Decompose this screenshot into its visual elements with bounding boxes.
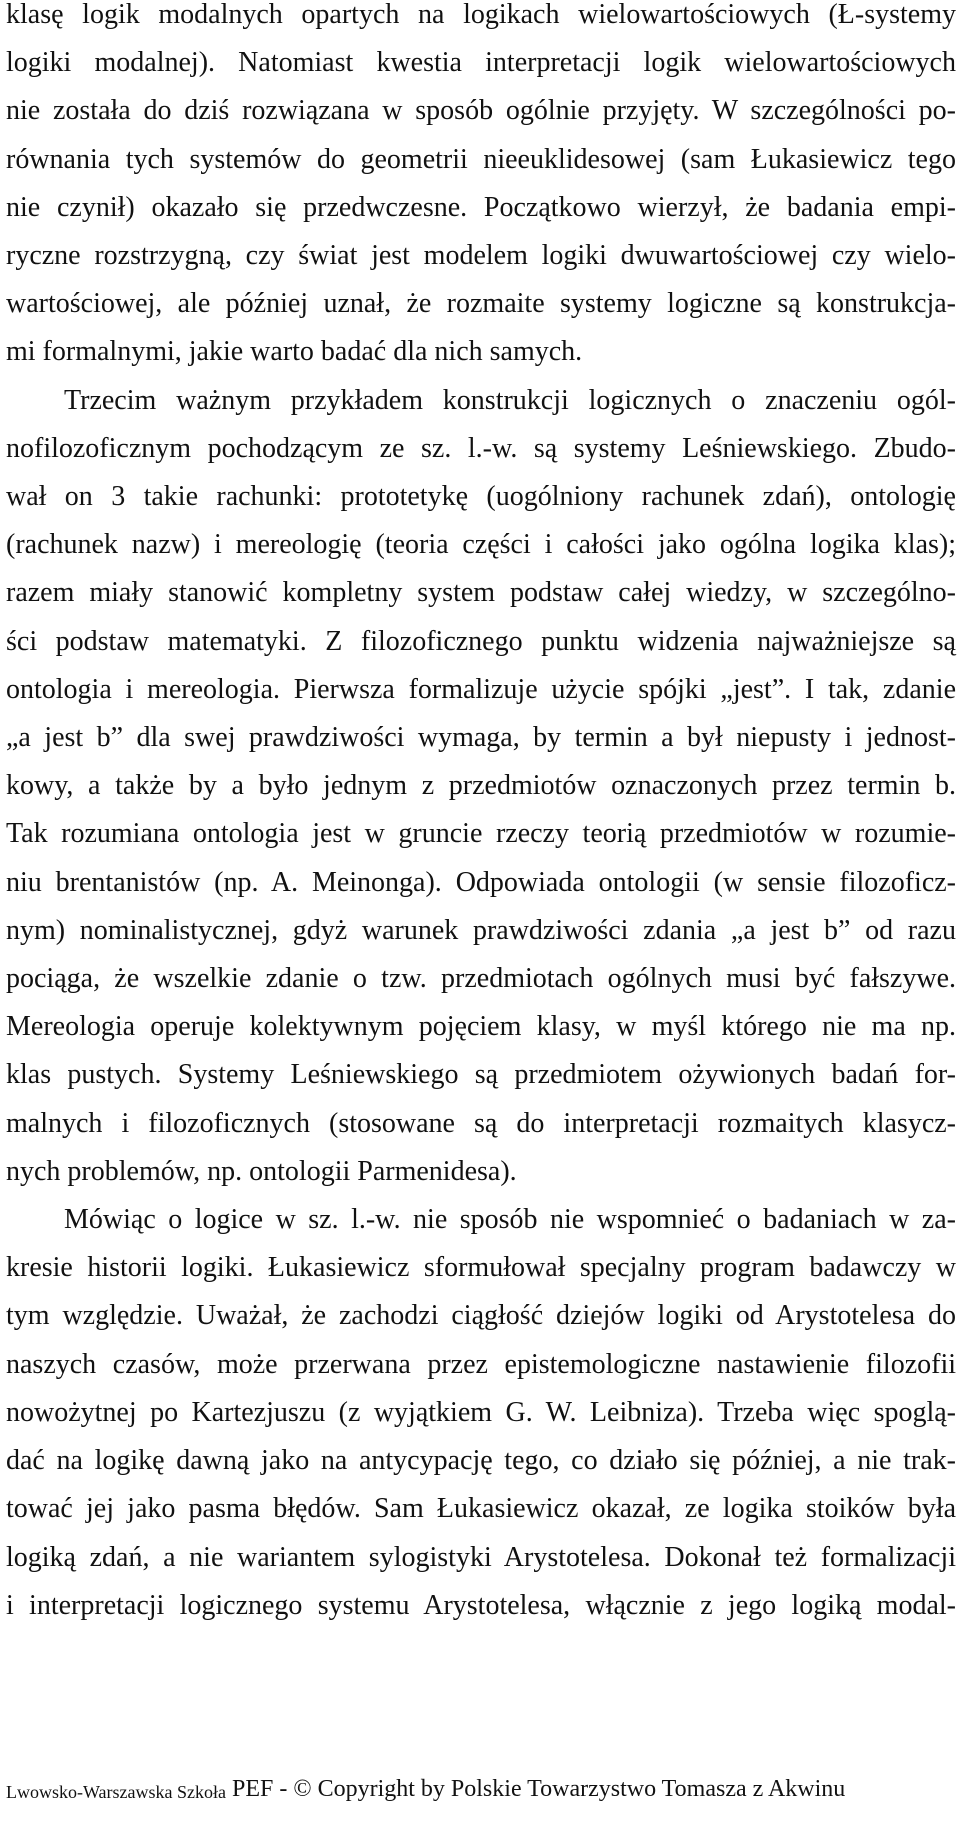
text-line: nych problemów, np. ontologii Parmenidesa). (6, 1155, 517, 1187)
text-line: razem miały stanowić kompletny system podstaw całej wiedzy, w szczególno- (6, 577, 956, 609)
text-line: kowy, a także by a było jednym z przedmiotów oznaczonych przez termin b. (6, 770, 956, 802)
text-line: klasę logik modalnych opartych na logikach wielowartościowych (Ł-systemy (6, 0, 956, 30)
text-line: „a jest b” dla swej prawdziwości wymaga, by termin a był niepusty i jednost- (6, 722, 956, 754)
text-line: naszych czasów, może przerwana przez epistemologiczne nastawienie filozofii (6, 1348, 956, 1380)
text-line: tować jej jako pasma błędów. Sam Łukasiewicz okazał, ze logika stoików była (6, 1493, 956, 1525)
footer-title: Lwowsko-Warszawska Szkoła (6, 1782, 226, 1802)
text-line: ryczne rozstrzygną, czy świat jest modelem logiki dwuwartościowej czy wielo- (6, 240, 956, 272)
text-line: niu brentanistów (np. A. Meinonga). Odpowiada ontologii (w sensie filozoficz- (6, 866, 956, 898)
text-line: dać na logikę dawną jako na antycypację tego, co działo się później, a nie trak- (6, 1445, 956, 1477)
text-line: ontologia i mereologia. Pierwsza formalizuje użycie spójki „jest”. I tak, zdanie (6, 673, 956, 705)
text-line: wał on 3 takie rachunki: prototetykę (uogólniony rachunek zdań), ontologię (6, 481, 956, 513)
page-footer (6, 1774, 956, 1804)
text-line: (rachunek nazw) i mereologię (teoria części i całości jako ogólna logika klas); (6, 529, 956, 561)
text-line: ści podstaw matematyki. Z filozoficznego punktu widzenia najważniejsze są (6, 625, 956, 657)
text-line: równania tych systemów do geometrii nieeuklidesowej (sam Łukasiewicz tego (6, 143, 956, 175)
text-line: nie czynił) okazało się przedwczesne. Początkowo wierzył, że badania empi- (6, 191, 956, 223)
text-line: wartościowej, ale później uznał, że rozmaite systemy logiczne są konstrukcja- (6, 288, 956, 320)
text-line: kresie historii logiki. Łukasiewicz sformułował specjalny program badawczy w (6, 1252, 956, 1284)
text-line: pociąga, że wszelkie zdanie o tzw. przedmiotach ogólnych musi być fałszywe. (6, 963, 956, 995)
text-line: malnych i filozoficznych (stosowane są do interpretacji rozmaitych klasycz- (6, 1107, 956, 1139)
text-line: nowożytnej po Kartezjuszu (z wyjątkiem G. W. Leibniza). Trzeba więc spoglą- (6, 1396, 956, 1428)
text-line: logiką zdań, a nie wariantem sylogistyki Arystotelesa. Dokonał też formalizacji (6, 1541, 956, 1573)
footer-copyright: PEF - © Copyright by Polskie Towarzystwo Tomasza z Akwinu (232, 1776, 846, 1802)
text-line: klas pustych. Systemy Leśniewskiego są przedmiotem ożywionych badań for- (6, 1059, 956, 1091)
text-line: Mereologia operuje kolektywnym pojęciem klasy, w myśl którego nie ma np. (6, 1011, 956, 1043)
text-line: Mówiąc o logice w sz. l.-w. nie sposób nie wspomnieć o badaniach w za- (64, 1204, 956, 1236)
text-line: logiki modalnej). Natomiast kwestia interpretacji logik wielowartościowych (6, 47, 956, 79)
text-line: tym względzie. Uważał, że zachodzi ciągłość dziejów logiki od Arystotelesa do (6, 1300, 956, 1332)
text-line: nofilozoficznym pochodzącym ze sz. l.-w. są systemy Leśniewskiego. Zbudo- (6, 432, 956, 464)
text-line: Tak rozumiana ontologia jest w gruncie rzeczy teorią przedmiotów w rozumie- (6, 818, 956, 850)
text-line: mi formalnymi, jakie warto badać dla nich samych. (6, 336, 583, 368)
text-line: nym) nominalistycznej, gdyż warunek prawdziwości zdania „a jest b” od razu (6, 914, 956, 946)
text-line: Trzecim ważnym przykładem konstrukcji logicznych o znaczeniu ogól- (64, 384, 956, 416)
text-line: i interpretacji logicznego systemu Arystotelesa, włącznie z jego logiką modal- (6, 1589, 956, 1621)
text-line: nie została do dziś rozwiązana w sposób ogólnie przyjęty. W szczególności po- (6, 95, 956, 127)
document-body (6, 0, 956, 1630)
